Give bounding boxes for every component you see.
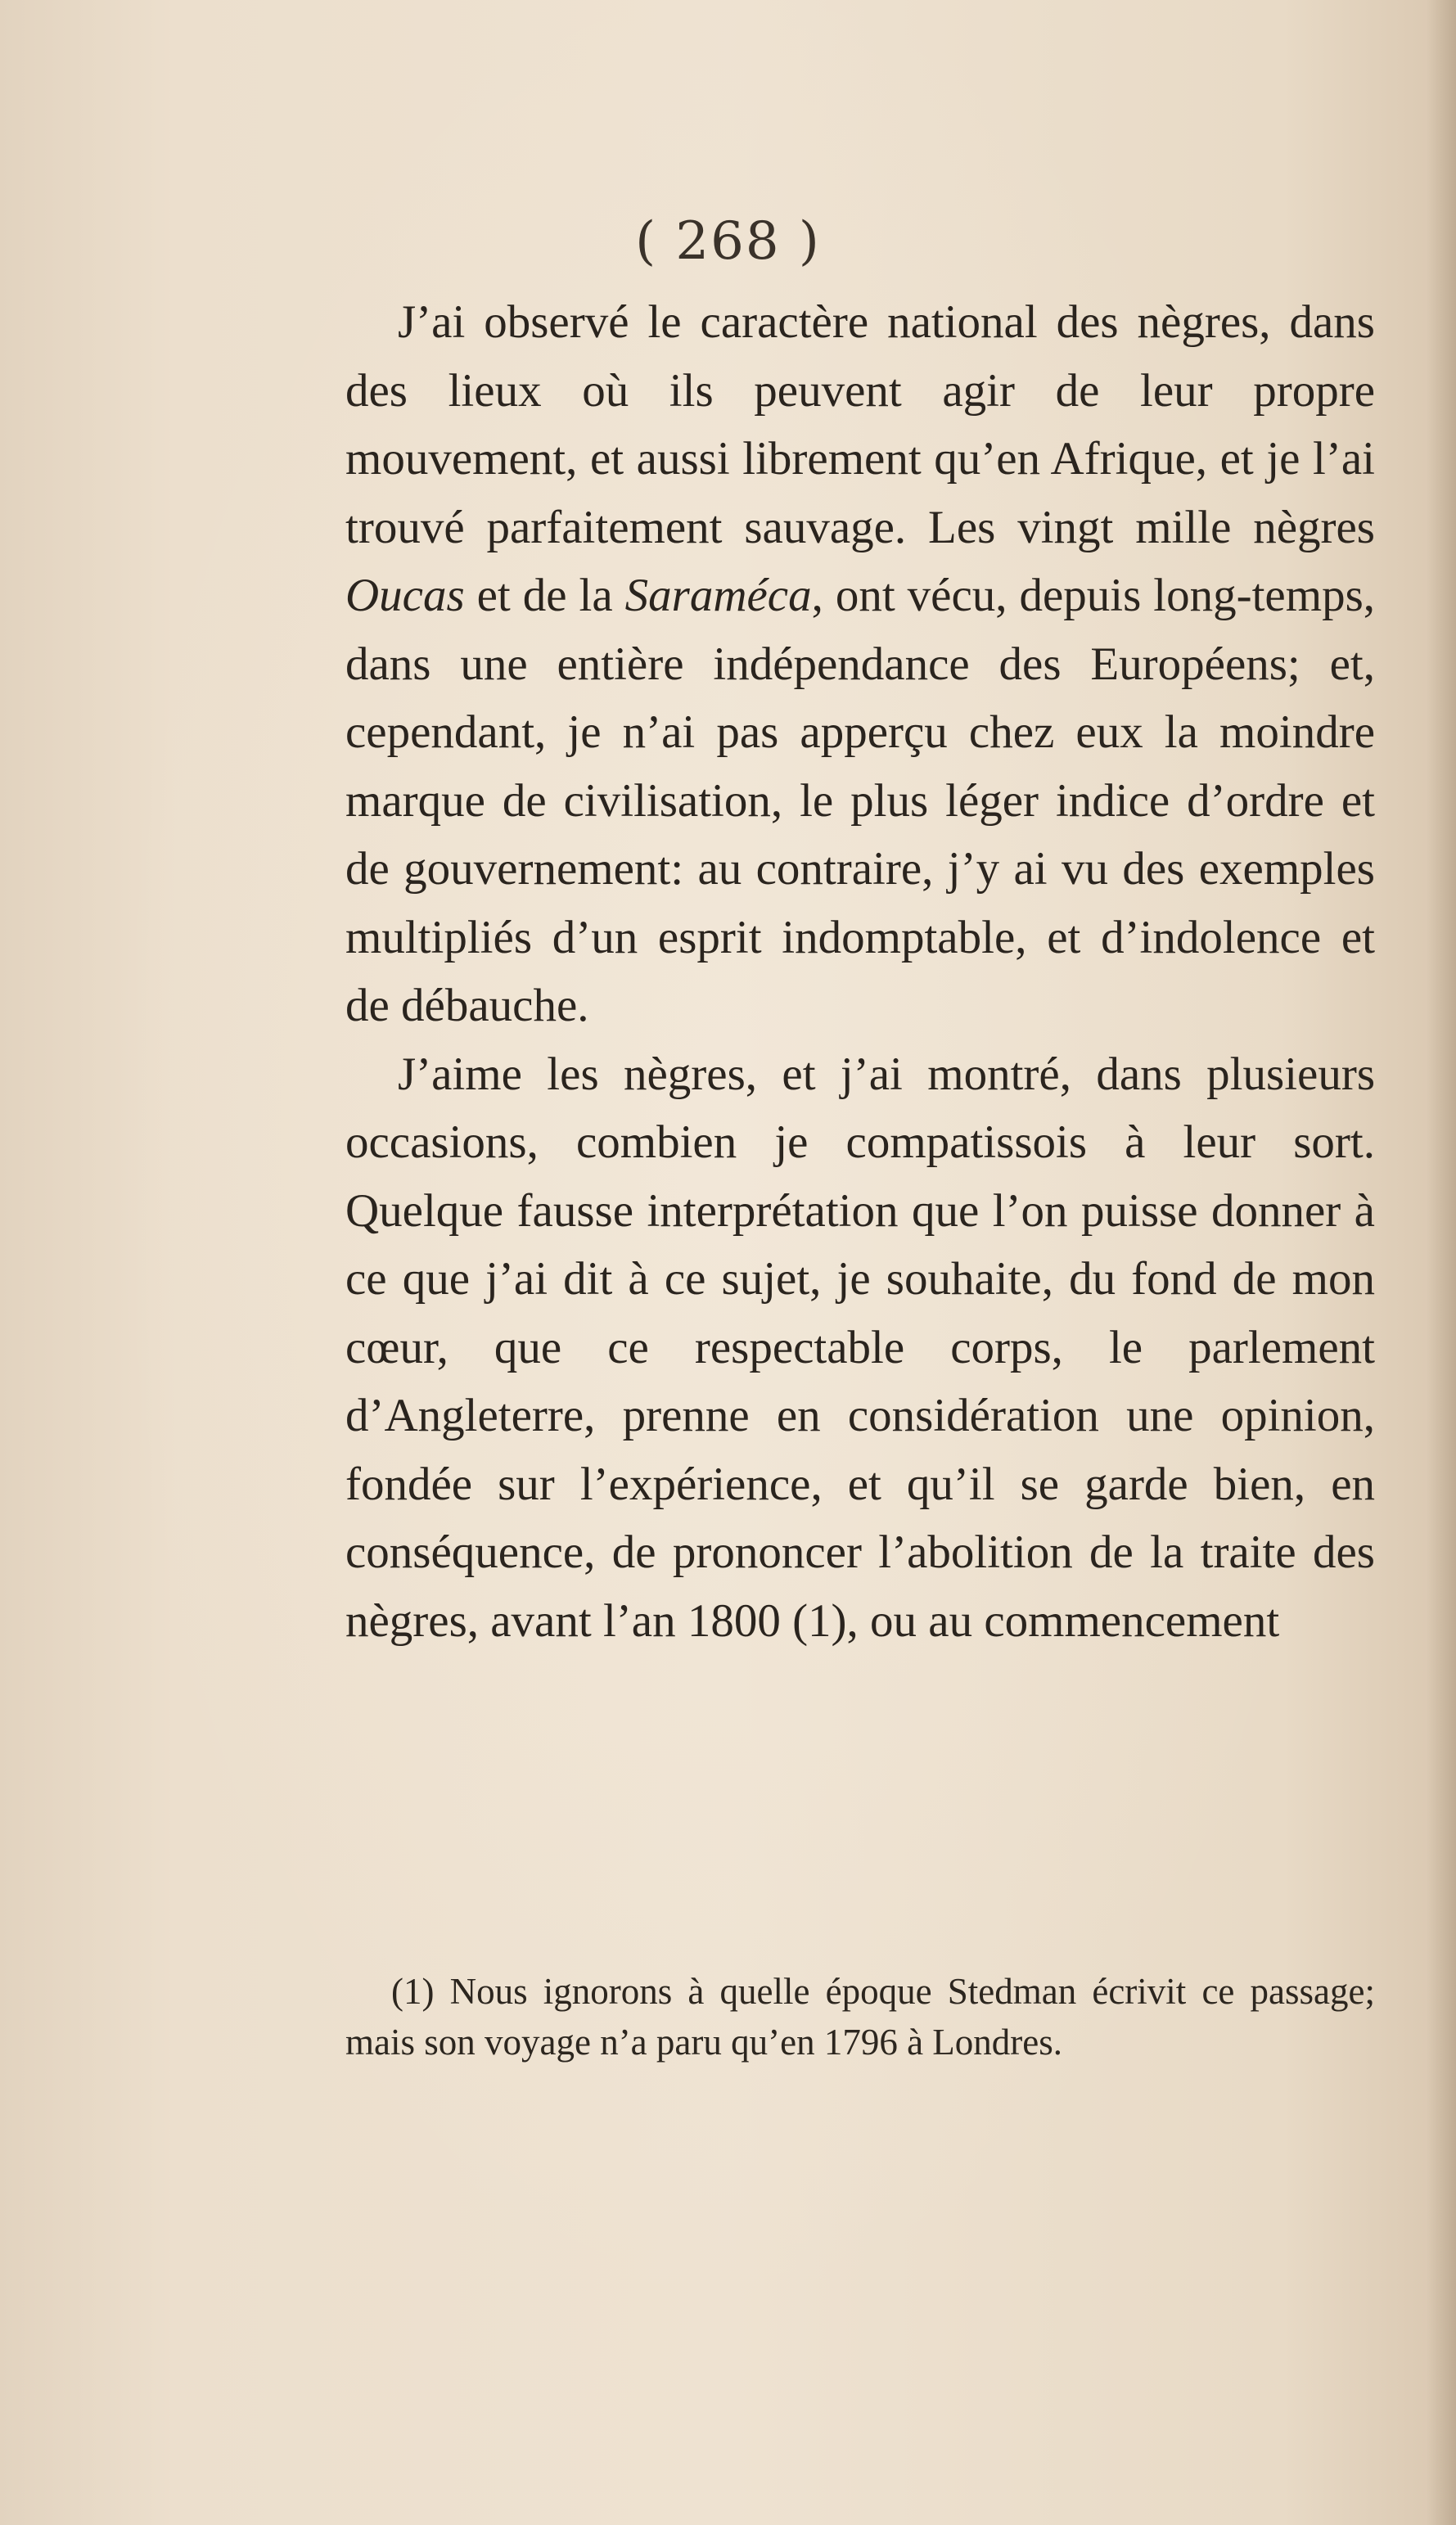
paragraph-2: J’aime les nègres, et j’ai montré, dans plusieurs occasions, combien je compatissois à leur sort. Quelque fausse interprétation que l’on puisse donner à ce que j’ai dit à ce sujet, je souhaite, du fond de mon cœur, que ce respectable corps, le parlement d’Angleterre, prenne en considération une opinion, fondée sur l’expérience, et qu’il se garde bien, en conséquence, de prononcer l’abolition de la traite des nègres, avant l’an 1800 (1), ou au commencement [345,1048,1375,1647]
italic-sarameca: Saraméca [624,570,812,621]
italic-oucas: Oucas [345,570,465,621]
paragraph-1 [345,288,1375,1040]
paragraph-1-part-3: , ont vécu, depuis long-temps, dans une entière indépendance des Européens; et, cependant, je n’ai pas apperçu chez eux la moindre marque de civilisation, le plus léger indice d’ordre et de gouvernement: au contraire, j’y ai vu des exemples multipliés d’un esprit indomptable, et d’indolence et de débauche. [345,570,1375,1031]
paragraph-1-part-1: J’ai observé le caractère national des nègres, dans des lieux où ils peuvent agir de leur propre mouvement, et aussi librement qu’en Afrique, et je l’ai trouvé parfaitement sauvage. Les vingt mille nègres [345,296,1375,553]
footnote-text: (1) Nous ignorons à quelle époque Stedman écrivit ce passage; mais son voyage n’a paru qu’en 1796 à Londres. [345,1971,1375,2063]
footnote [345,1966,1375,2067]
page-number: ( 268 ) [635,211,821,272]
main-text [345,288,1375,1655]
page-edge-shadow [1427,0,1456,2525]
paragraph-1-part-2: et de la [464,570,625,621]
